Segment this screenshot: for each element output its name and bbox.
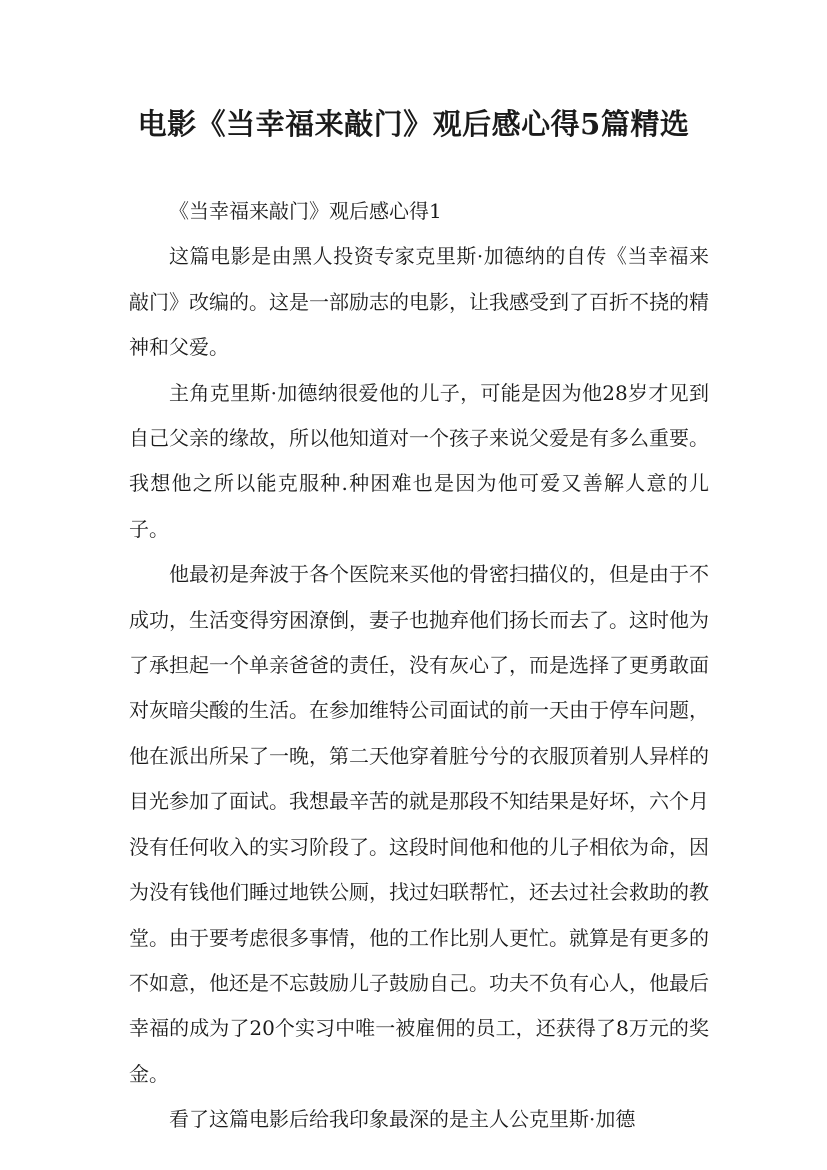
document-title: 电影《当幸福来敲门》观后感心得5篇精选 bbox=[137, 107, 690, 141]
paragraph-1: 这篇电影是由黑人投资专家克里斯·加德纳的自传《当幸福来敲门》改编的。这是一部励志的电影，让我感受到了百折不挠的精神和父爱。 bbox=[129, 244, 709, 360]
document-body bbox=[129, 189, 709, 1143]
paragraph-2: 主角克里斯·加德纳很爱他的儿子，可能是因为他28岁才见到自己父亲的缘故，所以他知道对一个孩子来说父爱是有多么重要。我想他之所以能克服种.种困难也是因为他可爱又善解人意的儿子。 bbox=[129, 380, 709, 541]
section-heading: 《当幸福来敲门》观后感心得1 bbox=[169, 199, 442, 223]
paragraph-3: 他最初是奔波于各个医院来买他的骨密扫描仪的，但是由于不成功，生活变得穷困潦倒，妻子也抛弃他们扬长而去了。这时他为了承担起一个单亲爸爸的责任，没有灰心了，而是选择了更勇敢面对灰暗尖酸的生活。在参加维特公司面试的前一天由于停车问题，他在派出所呆了一晚，第二天他穿着脏兮兮的衣服顶着别人异样的目光参加了面试。我想最辛苦的就是那段不知结果是好坏，六个月没有任何收入的实习阶段了。这段时间他和他的儿子相依为命，因为没有钱他们睡过地铁公厕，找过妇联帮忙，还去过社会救助的教堂。由于要考虑很多事情，他的工作比别人更忙。就算是有更多的不如意，他还是不忘鼓励儿子鼓励自己。功夫不负有心人，他最后幸福的成为了20个实习中唯一被雇佣的员工，还获得了8万元的奖金。 bbox=[129, 562, 709, 1086]
paragraph-4: 看了这篇电影后给我印象最深的是主人公克里斯·加德 bbox=[169, 1107, 636, 1132]
